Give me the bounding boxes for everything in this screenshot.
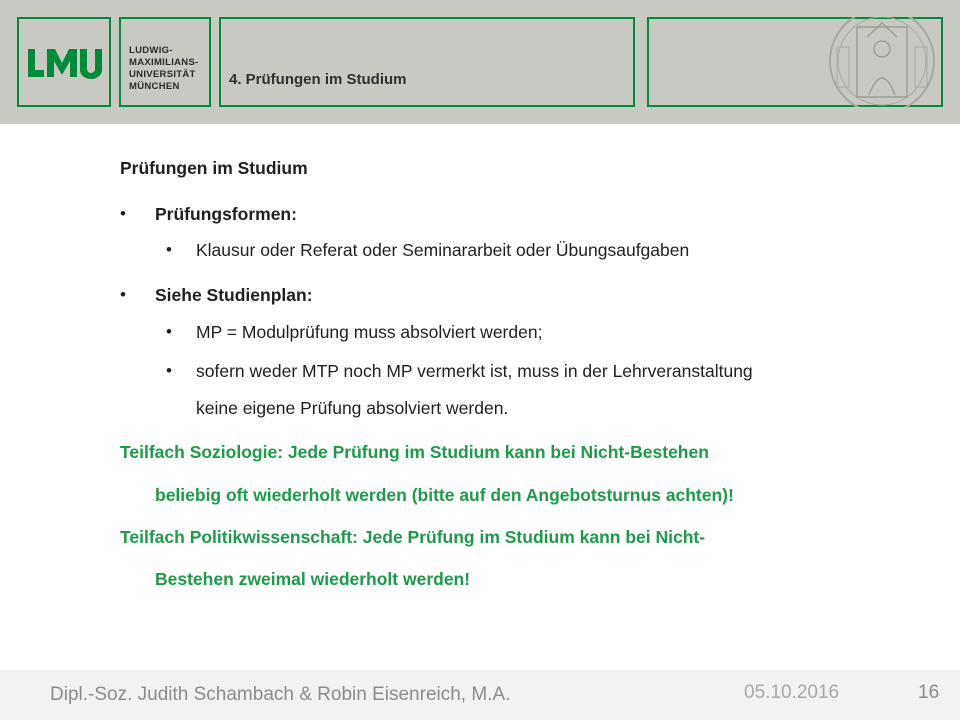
wordmark-line: LUDWIG-: [129, 45, 173, 56]
sub-bullet-text: keine eigene Prüfung absolviert werden.: [196, 398, 509, 418]
sub-bullet-marker: •: [166, 240, 172, 259]
slide-heading: Prüfungen im Studium: [120, 158, 308, 178]
footer-date: 05.10.2016: [744, 682, 840, 703]
bullet-label: Prüfungsformen:: [155, 204, 297, 224]
bullet-label: Siehe Studienplan:: [155, 285, 313, 305]
note-sociology: Teilfach Soziologie: Jede Prüfung im Studium kann bei Nicht-Bestehen: [120, 442, 709, 462]
wordmark-line: UNIVERSITÄT: [129, 69, 196, 80]
university-wordmark: [129, 45, 209, 93]
sub-bullet-text: MP = Modulprüfung muss absolviert werden;: [196, 322, 543, 342]
bullet-marker: •: [120, 204, 126, 223]
note-sociology-continued: beliebig oft wiederholt werden (bitte auf den Angebotsturnus achten)!: [155, 485, 734, 505]
section-title: 4. Prüfungen im Studium: [229, 71, 407, 88]
note-political-science: Teilfach Politikwissenschaft: Jede Prüfung im Studium kann bei Nicht-: [120, 527, 706, 547]
university-wordmark-frame: [119, 17, 211, 107]
footer-authors: Dipl.-Soz. Judith Schambach & Robin Eisenreich, M.A.: [50, 684, 511, 705]
note-political-science-continued: Bestehen zweimal wiederholt werden!: [155, 569, 471, 589]
wordmark-line: MÜNCHEN: [129, 81, 180, 92]
lmu-logo-frame: [17, 17, 111, 107]
sub-bullet-text: sofern weder MTP noch MP vermerkt ist, muss in der Lehrveranstaltung: [196, 361, 753, 381]
sub-bullet-text: Klausur oder Referat oder Seminararbeit oder Übungsaufgaben: [196, 240, 690, 260]
page-number: 16: [918, 682, 940, 703]
sub-bullet-marker: •: [166, 361, 172, 380]
seal-frame: [647, 17, 943, 107]
slide-header: [0, 0, 960, 124]
bullet-marker: •: [120, 285, 126, 304]
university-seal-icon: [827, 17, 937, 107]
lmu-logo: [19, 19, 109, 105]
section-title-frame: [219, 17, 635, 107]
sub-bullet-marker: •: [166, 322, 172, 341]
wordmark-line: MAXIMILIANS-: [129, 57, 199, 68]
